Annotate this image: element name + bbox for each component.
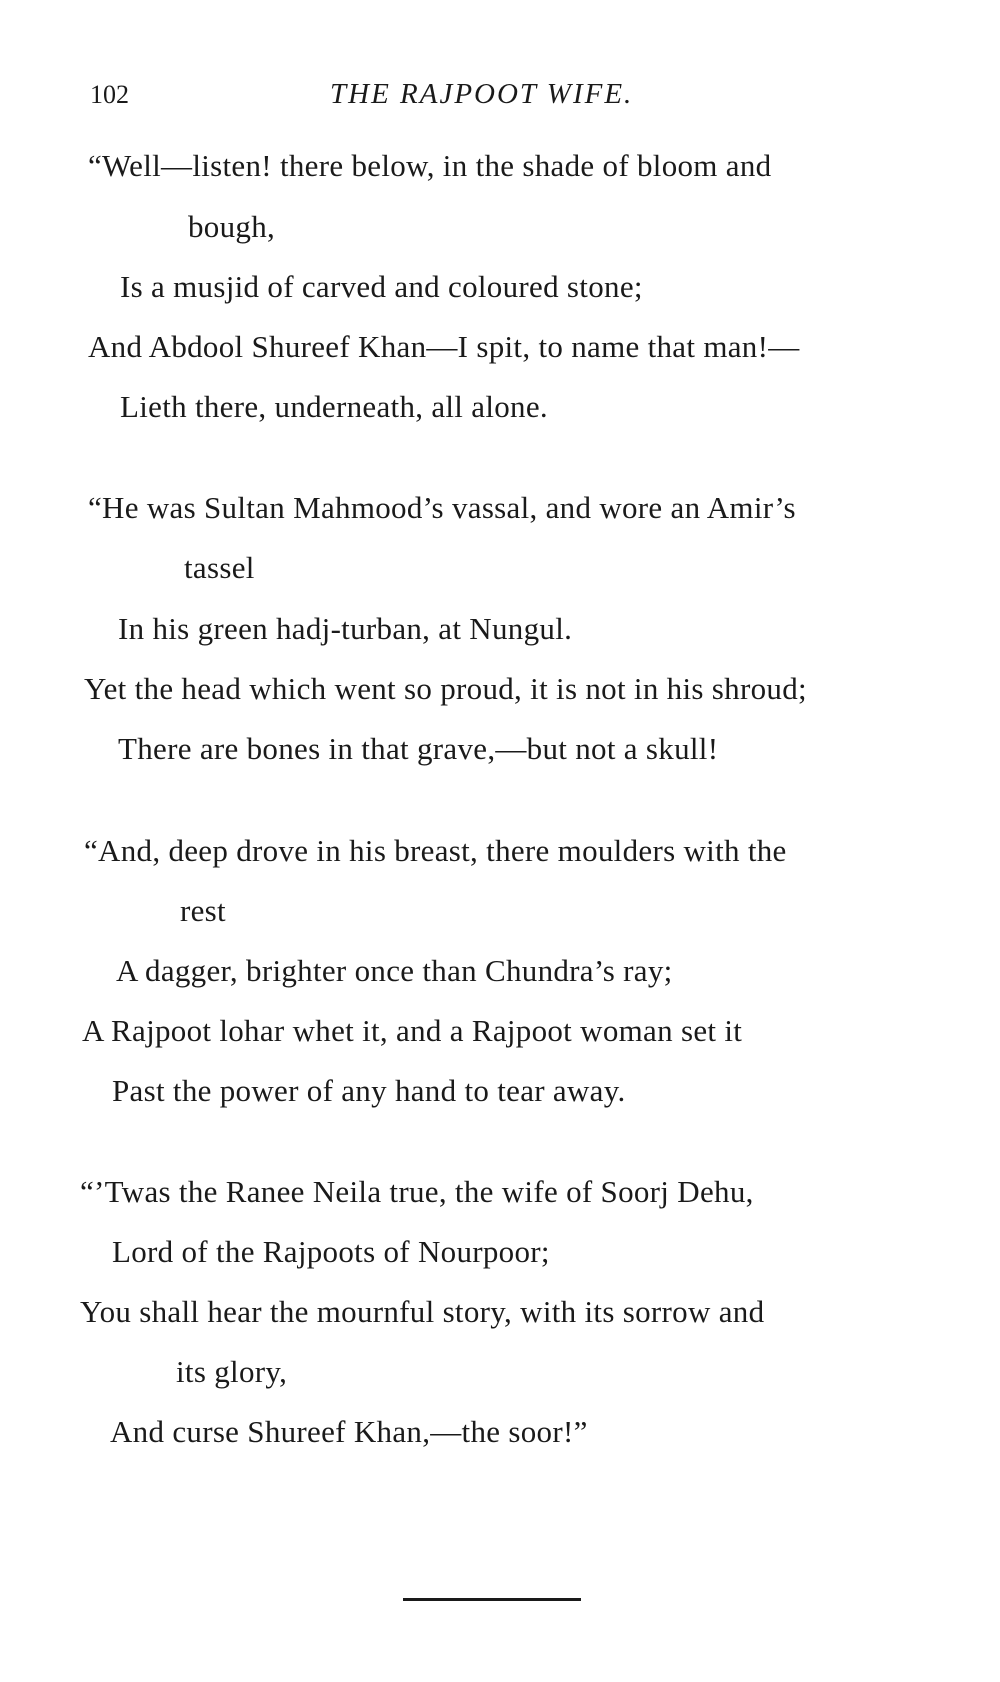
running-title: THE RAJPOOT WIFE. [330, 78, 634, 110]
page-number: 102 [90, 80, 129, 109]
end-rule [403, 1598, 581, 1601]
verse-line: Yet the head which went so proud, it is not in his shroud; [84, 671, 807, 706]
verse-line: A dagger, brighter once than Chundra’s ray; [116, 953, 673, 988]
verse-line: You shall hear the mournful story, with its sorrow and [80, 1294, 765, 1329]
verse-line: “Well—listen! there below, in the shade of bloom and [88, 148, 772, 183]
verse-line: And Abdool Shureef Khan—I spit, to name that man!— [88, 329, 800, 364]
verse-line: rest [180, 893, 226, 928]
verse-line: its glory, [176, 1354, 288, 1389]
verse-line: bough, [188, 209, 276, 244]
page-header [90, 78, 910, 118]
verse-line: “And, deep drove in his breast, there moulders with the [84, 833, 787, 868]
verse-line: Lord of the Rajpoots of Nourpoor; [112, 1234, 550, 1269]
verse-line: A Rajpoot lohar whet it, and a Rajpoot woman set it [82, 1013, 743, 1048]
verse-line: Is a musjid of carved and coloured stone; [120, 269, 643, 304]
verse-line: There are bones in that grave,—but not a skull! [118, 731, 719, 766]
verse-line: Past the power of any hand to tear away. [112, 1073, 626, 1108]
verse-line: And curse Shureef Khan,—the soor!” [110, 1414, 588, 1449]
verse-line: Lieth there, underneath, all alone. [120, 389, 548, 424]
verse-line: “He was Sultan Mahmood’s vassal, and wore an Amir’s [88, 490, 796, 525]
verse-line: In his green hadj-turban, at Nungul. [118, 611, 573, 646]
verse-line: “’Twas the Ranee Neila true, the wife of Soorj Dehu, [80, 1174, 754, 1209]
verse-line: tassel [184, 550, 255, 585]
